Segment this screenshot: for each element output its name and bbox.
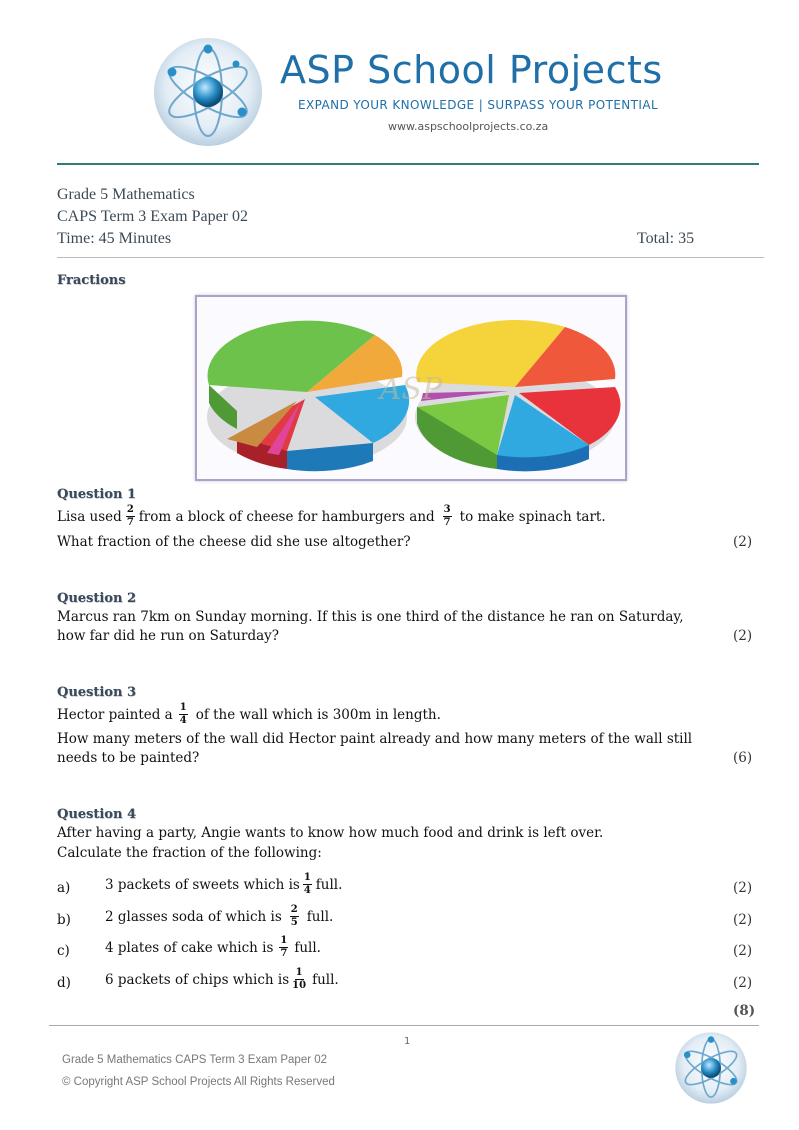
- question-2-line-1: Marcus ran 7km on Sunday morning. If this is one third of the distance he ran on Saturday,: [57, 609, 684, 625]
- watermark-text: ASP: [379, 372, 443, 407]
- time-label: Time: 45 Minutes: [57, 230, 172, 247]
- q4-item-a-text-a: 3 packets of sweets which is: [105, 876, 300, 893]
- q4-item-a-letter: a): [57, 880, 71, 896]
- question-3-line-1: [57, 703, 441, 726]
- fraction-numerator: 1: [179, 702, 187, 713]
- brand-url: www.aspschoolprojects.co.za: [388, 120, 549, 133]
- q4-item-d-text-a: 6 packets of chips which is: [105, 971, 290, 988]
- q4-item-d-text-b: full.: [312, 971, 339, 988]
- q4-item-b-text-a: 2 glasses soda of which is: [105, 908, 282, 925]
- question-3-line-3: needs to be painted?: [57, 750, 200, 766]
- fraction-denominator: 5: [290, 917, 298, 928]
- brand-tagline: EXPAND YOUR KNOWLEDGE | SURPASS YOUR POTENTIAL: [298, 98, 659, 112]
- question-2-heading: Question 2: [57, 591, 137, 606]
- footer-title: Grade 5 Mathematics CAPS Term 3 Exam Paper 02: [62, 1054, 328, 1066]
- question-1-line-1: [57, 505, 606, 528]
- fraction-denominator: 4: [179, 715, 187, 726]
- question-4-line-2: Calculate the fraction of the following:: [57, 845, 322, 861]
- question-4-total-marks: (8): [733, 1003, 756, 1019]
- q4-item-c-letter: c): [57, 943, 70, 959]
- header-divider: [57, 163, 759, 165]
- fraction-denominator: 7: [280, 948, 288, 959]
- page-number: 1: [404, 1036, 411, 1047]
- fraction-denominator: 10: [292, 980, 307, 991]
- paper-label: CAPS Term 3 Exam Paper 02: [57, 208, 249, 225]
- fraction-numerator: 2: [126, 504, 134, 515]
- fraction-numerator: 1: [295, 967, 303, 978]
- q4-item-c-text-b: full.: [294, 939, 321, 956]
- question-3-line-2: How many meters of the wall did Hector paint already and how many meters of the wall still: [57, 731, 693, 747]
- section-title: Fractions: [57, 273, 126, 288]
- question-4-line-1: After having a party, Angie wants to know how much food and drink is left over.: [57, 825, 604, 841]
- question-1-heading: Question 1: [57, 487, 137, 502]
- atom-logo-icon: [152, 36, 264, 148]
- question-3-heading: Question 3: [57, 685, 137, 700]
- fraction-denominator: 7: [126, 517, 134, 528]
- q4-item-b-text-b: full.: [306, 908, 334, 925]
- q3-text-b: of the wall which is 300m in length.: [195, 706, 441, 723]
- q4-item-b-marks: (2): [733, 912, 753, 928]
- q3-fraction: [179, 703, 188, 726]
- brand-title: ASP School Projects: [280, 48, 663, 92]
- q4-item-a-text: [105, 873, 342, 896]
- q4-item-a-fraction: [303, 873, 312, 896]
- q1-fraction-2: [443, 505, 452, 528]
- atom-footer-icon: [674, 1031, 748, 1105]
- q1-text-b: from a block of cheese for hamburgers and: [138, 508, 435, 525]
- footer-copyright: © Copyright ASP School Projects All Rights Reserved: [62, 1076, 335, 1088]
- question-3-marks: (6): [733, 750, 753, 766]
- fraction-numerator: 2: [290, 904, 298, 915]
- question-2-marks: (2): [733, 628, 753, 644]
- question-2-line-2: how far did he run on Saturday?: [57, 628, 279, 644]
- q4-item-d-text: [105, 968, 339, 991]
- q4-item-c-fraction: [279, 936, 288, 959]
- fraction-denominator: 4: [303, 885, 311, 896]
- question-1-marks: (2): [733, 534, 753, 550]
- q4-item-d-letter: d): [57, 975, 71, 991]
- q3-text-a: Hector painted a: [57, 706, 173, 723]
- q4-item-b-text: [105, 905, 333, 928]
- question-1-line-2: What fraction of the cheese did she use altogether?: [57, 534, 411, 550]
- fraction-numerator: 1: [280, 935, 288, 946]
- q4-item-b-letter: b): [57, 912, 71, 928]
- q1-fraction-1: [126, 505, 135, 528]
- q4-item-d-marks: (2): [733, 975, 753, 991]
- fraction-numerator: 1: [303, 872, 311, 883]
- q4-item-b-fraction: [290, 905, 299, 928]
- footer-divider: [49, 1025, 759, 1026]
- q4-item-a-text-b: full.: [315, 876, 343, 893]
- q4-item-a-marks: (2): [733, 880, 753, 896]
- q1-text-a: Lisa used: [57, 508, 122, 525]
- fraction-numerator: 3: [443, 504, 451, 515]
- q4-item-c-text: [105, 936, 321, 959]
- q4-item-d-fraction: [292, 968, 306, 991]
- total-label: Total: 35: [637, 230, 695, 247]
- q1-text-c: to make spinach tart.: [459, 508, 606, 525]
- q4-item-c-text-a: 4 plates of cake which is: [105, 939, 274, 956]
- question-4-heading: Question 4: [57, 807, 137, 822]
- q4-item-c-marks: (2): [733, 943, 753, 959]
- fraction-denominator: 7: [443, 517, 451, 528]
- pie-charts-image: [195, 295, 627, 481]
- grade-label: Grade 5 Mathematics: [57, 186, 195, 203]
- meta-divider: [57, 257, 764, 258]
- pie-charts-illustration: [197, 297, 625, 479]
